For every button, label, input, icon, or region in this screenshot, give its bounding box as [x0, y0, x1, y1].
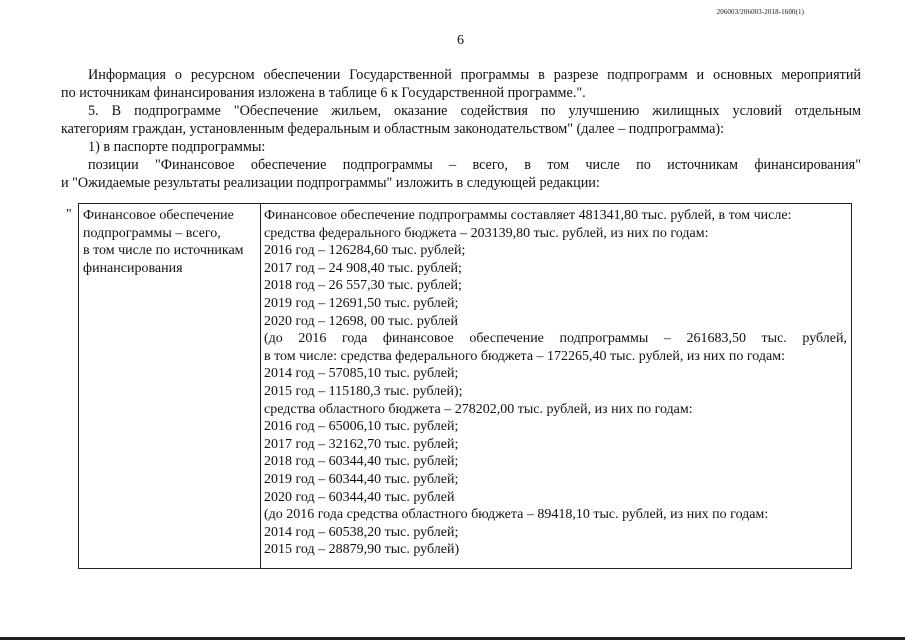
label-line: Финансовое обеспечение	[83, 208, 234, 223]
funding-table	[78, 203, 852, 569]
value-line: 2017 год – 32162,70 тыс. рублей;	[264, 436, 459, 452]
table-label-cell	[79, 204, 261, 568]
paragraph-line: по источникам финансирования изложена в таблице 6 к Государственной программе.".	[61, 85, 586, 101]
document-code: 206003/206003-2018-1600(1)	[716, 8, 804, 16]
value-line: 2018 год – 26 557,30 тыс. рублей;	[264, 278, 462, 294]
paragraph-line: и "Ожидаемые результаты реализации подпрограммы" изложить в следующей редакции:	[61, 175, 600, 191]
paragraph-passport	[61, 138, 861, 156]
value-line: 2017 год – 24 908,40 тыс. рублей;	[264, 260, 462, 276]
label-line: в том числе по источникам	[83, 243, 244, 259]
value-line: 2019 год – 60344,40 тыс. рублей;	[264, 471, 459, 487]
value-line: 2016 год – 65006,10 тыс. рублей;	[264, 419, 459, 435]
value-line: 2014 год – 60538,20 тыс. рублей;	[264, 524, 459, 540]
value-line: 2014 год – 57085,10 тыс. рублей;	[264, 366, 459, 382]
paragraph-line: 5. В подпрограмме "Обеспечение жильем, оказание содействия по улучшению жилищных условий отдельным	[88, 103, 861, 119]
value-line: Финансовое обеспечение подпрограммы составляет 481341,80 тыс. рублей, в том числе:	[264, 208, 792, 223]
paragraph-line: категориям граждан, установленным федеральным и областным законодательством" (далее – подпрограмма):	[61, 121, 725, 137]
opening-quote: "	[66, 207, 72, 222]
label-line: финансирования	[83, 260, 183, 276]
paragraph-line: Информация о ресурсном обеспечении Государственной программы в разрезе подпрограмм и основных мероприятий	[88, 67, 861, 83]
value-line: 2019 год – 12691,50 тыс. рублей;	[264, 295, 459, 311]
page-number: 6	[457, 33, 464, 48]
label-line: подпрограммы – всего,	[83, 225, 221, 241]
value-line: средства областного бюджета – 278202,00 тыс. рублей, из них по годам:	[264, 401, 693, 417]
value-line: 2016 год – 126284,60 тыс. рублей;	[264, 243, 466, 259]
paragraph-line: позиции "Финансовое обеспечение подпрограммы – всего, в том числе по источникам финансирования"	[88, 157, 861, 173]
value-line: 2020 год – 12698, 00 тыс. рублей	[264, 313, 458, 329]
value-line: 2018 год – 60344,40 тыс. рублей;	[264, 454, 459, 470]
paragraph-line: 1) в паспорте подпрограммы:	[88, 139, 266, 155]
paragraph-positions	[61, 156, 861, 192]
value-line: в том числе: средства федерального бюджета – 172265,40 тыс. рублей, из них по годам:	[264, 348, 785, 364]
paragraph-resource-info	[61, 66, 861, 102]
value-line: средства федерального бюджета – 203139,80 тыс. рублей, из них по годам:	[264, 225, 709, 241]
value-line: 2015 год – 115180,3 тыс. рублей);	[264, 383, 463, 399]
value-line: (до 2016 года финансовое обеспечение подпрограммы – 261683,50 тыс. рублей,	[264, 331, 847, 347]
value-line: 2020 год – 60344,40 тыс. рублей	[264, 489, 455, 505]
paragraph-item-5	[61, 102, 861, 138]
value-line: 2015 год – 28879,90 тыс. рублей)	[264, 542, 460, 558]
table-value-cell	[261, 204, 851, 568]
value-line: (до 2016 года средства областного бюджета – 89418,10 тыс. рублей, из них по годам:	[264, 507, 769, 523]
